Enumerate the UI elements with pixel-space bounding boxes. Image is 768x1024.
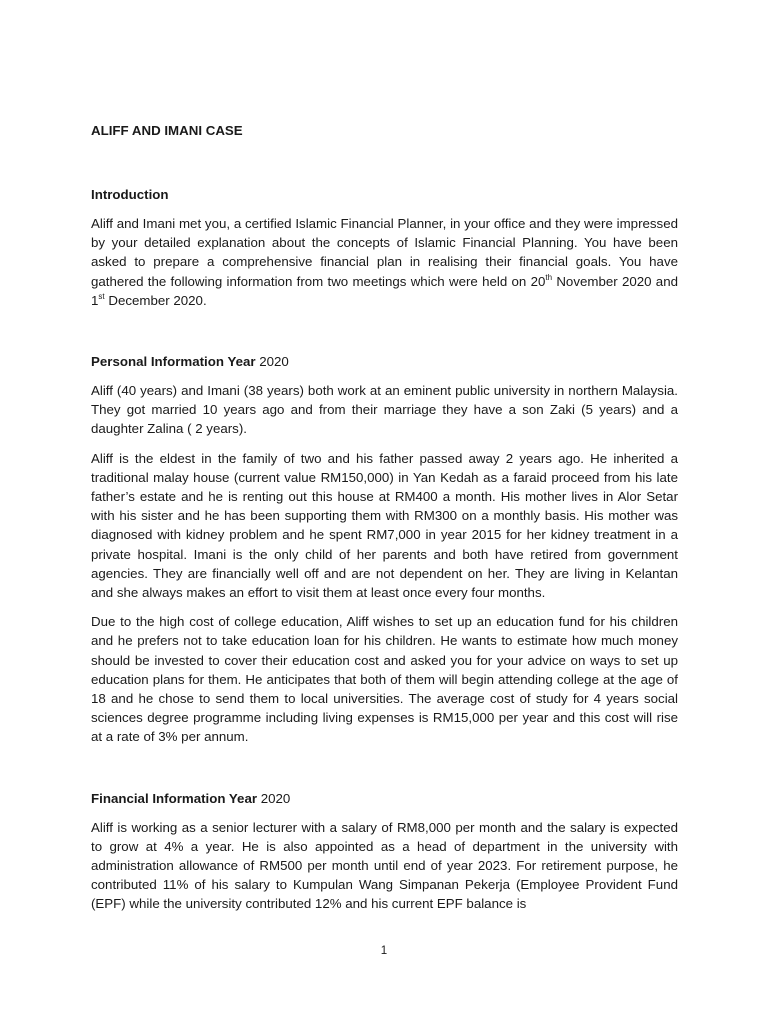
personal-information-paragraph-1: Aliff (40 years) and Imani (38 years) both work at an eminent public university in northern Malaysia. They got married 10 years ago and from their marriage they have a son Zaki (5 years) and a daughter Zalina ( 2 years). [91, 383, 678, 437]
financial-information-heading-year: 2020 [257, 790, 291, 806]
financial-information-heading [91, 789, 678, 809]
intro-superscript-st: st [98, 291, 105, 301]
introduction-heading-text: Introduction [91, 187, 169, 202]
personal-information-heading [91, 352, 678, 372]
financial-information-paragraph-1: Aliff is working as a senior lecturer with a salary of RM8,000 per month and the salary is expected to grow at 4% a year. He is also appointed as a head of department in the university with administration allowance of RM500 per month until end of year 2023. For retirement purpose, he contributed 11% of his salary to Kumpulan Wang Simpanan Pekerja (Employee Provident Fund (EPF) while the university contributed 12% and his current EPF balance is [91, 819, 678, 912]
intro-text-part-3: December 2020. [104, 292, 207, 308]
financial-information-heading-bold: Financial Information Year [91, 790, 258, 806]
introduction-paragraph [91, 214, 678, 310]
introduction-heading [91, 185, 678, 205]
personal-information-paragraph-3: Due to the high cost of college education, Aliff wishes to set up an education fund for his children and he prefers not to take education loan for his children. He wants to estimate how much money should be invested to cover their education cost and asked you for your advice on ways to set up education plans for them. He anticipates that both of them will begin attending college at the age of 18 and he chose to send them to local universities. The average cost of study for 4 years social sciences degree programme including living expenses is RM15,000 per year and this cost will rise at a rate of 3% per annum. [91, 614, 678, 745]
personal-information-heading-bold: Personal Information Year [91, 354, 256, 370]
intro-superscript-th: th [545, 272, 553, 282]
page-number: 1 [380, 945, 388, 957]
intro-text-part-1: Aliff and Imani met you, a certified Islamic Financial Planner, in your office and they were impressed by your detailed explanation about the concepts of Islamic Financial Planning. You have been asked to prepare a comprehensive financial plan in realising their financial goals. You have gathered the following information from two meetings which were held on 20 [91, 216, 678, 289]
document-body [91, 121, 678, 924]
personal-information-heading-year: 2020 [255, 354, 289, 370]
personal-information-paragraph-2: Aliff is the eldest in the family of two and his father passed away 2 years ago. He inherited a traditional malay house (current value RM150,000) in Yan Kedah as a faraid proceed from his late father’s estate and he is renting out this house at RM400 a month. His mother lives in Alor Setar with his sister and he has been supporting them with RM300 on a monthly basis. His mother was diagnosed with kidney problem and he spent RM7,000 in year 2015 for her kidney treatment in a private hospital. Imani is the only child of her parents and both have retired from government agencies. They are financially well off and are not dependent on her. They are living in Kelantan and she always makes an effort to visit them at least once every four months. [91, 450, 678, 601]
intro-text-part-2: November 2020 and 1 [91, 273, 678, 308]
document-title: ALIFF AND IMANI CASE [91, 123, 243, 138]
